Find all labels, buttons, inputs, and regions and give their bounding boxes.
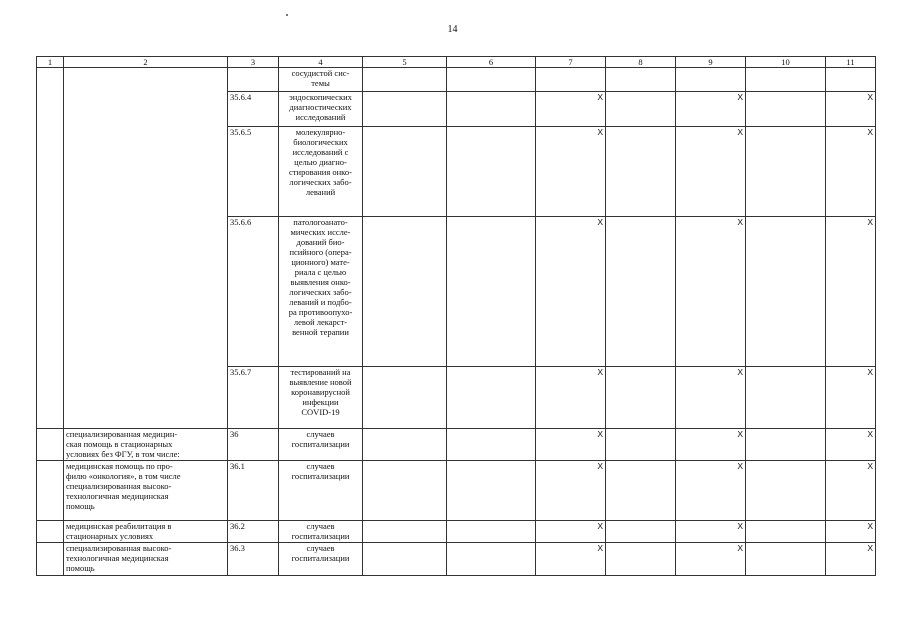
mark-cell-col9: X <box>676 367 746 429</box>
unit-cell: патологоанато- мических иссле- дований био- псийного (опера- ционного) мате- риала с целью выявления онко- логических забо- леваний и подбо- ра противоопухо- левой лекарст- венной терапии <box>279 217 363 367</box>
empty-cell-col6 <box>447 127 536 217</box>
unit-cell: случаев госпитализации <box>279 429 363 461</box>
empty-cell-col6 <box>447 429 536 461</box>
column-header-1: 1 <box>37 57 64 68</box>
mark-cell-col7: X <box>536 521 606 543</box>
table-row <box>37 68 876 92</box>
empty-cell-col8 <box>606 127 676 217</box>
empty-cell-col10 <box>746 127 826 217</box>
empty-cell-col10 <box>746 68 826 92</box>
mark-cell-col9: X <box>676 217 746 367</box>
mark-cell-col11: X <box>826 92 876 127</box>
empty-cell-col6 <box>447 217 536 367</box>
unit-cell: случаев госпитализации <box>279 521 363 543</box>
table-row <box>37 461 876 521</box>
code-cell: 36.3 <box>228 543 279 576</box>
code-cell: 36.2 <box>228 521 279 543</box>
empty-cell-col8 <box>606 68 676 92</box>
mark-cell-col7: X <box>536 92 606 127</box>
column-header-3: 3 <box>228 57 279 68</box>
mark-cell-col9: X <box>676 127 746 217</box>
table-row <box>37 521 876 543</box>
mark-cell-col11: X <box>826 217 876 367</box>
code-cell: 35.6.6 <box>228 217 279 367</box>
empty-cell-col8 <box>606 92 676 127</box>
mark-cell-col9: X <box>676 521 746 543</box>
empty-cell-col5 <box>363 217 447 367</box>
empty-cell-col5 <box>363 92 447 127</box>
col1-cell <box>37 461 64 521</box>
code-cell: 36 <box>228 429 279 461</box>
mark-cell-col9: X <box>676 543 746 576</box>
mark-cell-col7: X <box>536 367 606 429</box>
unit-cell: тестирований на выявление новой коронавирусной инфекции COVID-19 <box>279 367 363 429</box>
desc-cell: специализированная медицин- ская помощь в стационарных условиях без ФГУ, в том числе: <box>64 429 228 461</box>
empty-cell-col8 <box>606 543 676 576</box>
mark-cell-col9: X <box>676 429 746 461</box>
desc-cell: медицинская реабилитация в стационарных условиях <box>64 521 228 543</box>
empty-cell-col5 <box>363 521 447 543</box>
col1-cell <box>37 521 64 543</box>
empty-cell-col9 <box>676 68 746 92</box>
empty-cell-col8 <box>606 521 676 543</box>
mark-cell-col7: X <box>536 543 606 576</box>
column-header-2: 2 <box>64 57 228 68</box>
col1-cell <box>37 543 64 576</box>
code-cell: 36.1 <box>228 461 279 521</box>
empty-cell-col5 <box>363 68 447 92</box>
code-cell: 35.6.5 <box>228 127 279 217</box>
empty-cell-col6 <box>447 543 536 576</box>
mark-cell-col7: X <box>536 217 606 367</box>
column-header-8: 8 <box>606 57 676 68</box>
mark-cell-col11: X <box>826 367 876 429</box>
mark-cell-col11: X <box>826 543 876 576</box>
empty-cell-col5 <box>363 429 447 461</box>
empty-cell-col8 <box>606 217 676 367</box>
column-header-9: 9 <box>676 57 746 68</box>
column-header-7: 7 <box>536 57 606 68</box>
mark-cell-col11: X <box>826 521 876 543</box>
unit-cell: молекулярно- биологических исследований с целью диагно- стирования онко- логических забо- леваний <box>279 127 363 217</box>
unit-cell: сосудистой сис- темы <box>279 68 363 92</box>
code-cell <box>228 68 279 92</box>
mark-cell-col7: X <box>536 461 606 521</box>
desc-cell: специализированная высоко- технологичная медицинская помощь <box>64 543 228 576</box>
code-cell: 35.6.4 <box>228 92 279 127</box>
empty-cell-col10 <box>746 521 826 543</box>
empty-cell-col10 <box>746 429 826 461</box>
mark-cell-col11: X <box>826 429 876 461</box>
unit-cell: эндоскопических диагностических исследований <box>279 92 363 127</box>
empty-cell-col11 <box>826 68 876 92</box>
empty-cell-col8 <box>606 461 676 521</box>
empty-cell-col8 <box>606 367 676 429</box>
col1-cell-merged <box>37 68 64 429</box>
empty-cell-col10 <box>746 217 826 367</box>
mark-cell-col9: X <box>676 461 746 521</box>
empty-cell-col6 <box>447 92 536 127</box>
mark-cell-col11: X <box>826 127 876 217</box>
mark-cell-col7: X <box>536 127 606 217</box>
empty-cell-col10 <box>746 461 826 521</box>
mark-cell-col11: X <box>826 461 876 521</box>
empty-cell-col8 <box>606 429 676 461</box>
desc-cell: медицинская помощь по про- филю «онкология», в том числе специализированная высоко- технологичная медицинская помощь <box>64 461 228 521</box>
empty-cell-col7 <box>536 68 606 92</box>
scan-speck <box>286 14 288 16</box>
unit-cell: случаев госпитализации <box>279 461 363 521</box>
table-row <box>37 429 876 461</box>
unit-cell: случаев госпитализации <box>279 543 363 576</box>
empty-cell-col10 <box>746 367 826 429</box>
empty-cell-col6 <box>447 68 536 92</box>
table-row <box>37 543 876 576</box>
empty-cell-col6 <box>447 461 536 521</box>
mark-cell-col9: X <box>676 92 746 127</box>
empty-cell-col5 <box>363 367 447 429</box>
col1-cell <box>37 429 64 461</box>
code-cell: 35.6.7 <box>228 367 279 429</box>
empty-cell-col5 <box>363 127 447 217</box>
empty-cell-col5 <box>363 543 447 576</box>
column-header-6: 6 <box>447 57 536 68</box>
column-header-5: 5 <box>363 57 447 68</box>
empty-cell-col10 <box>746 543 826 576</box>
column-header-10: 10 <box>746 57 826 68</box>
data-table <box>36 56 876 576</box>
header-row <box>37 57 876 68</box>
empty-cell-col6 <box>447 367 536 429</box>
empty-cell-col5 <box>363 461 447 521</box>
column-header-4: 4 <box>279 57 363 68</box>
empty-cell-col10 <box>746 92 826 127</box>
page-number: 14 <box>447 24 458 35</box>
desc-cell-merged <box>64 68 228 429</box>
empty-cell-col6 <box>447 521 536 543</box>
column-header-11: 11 <box>826 57 876 68</box>
mark-cell-col7: X <box>536 429 606 461</box>
